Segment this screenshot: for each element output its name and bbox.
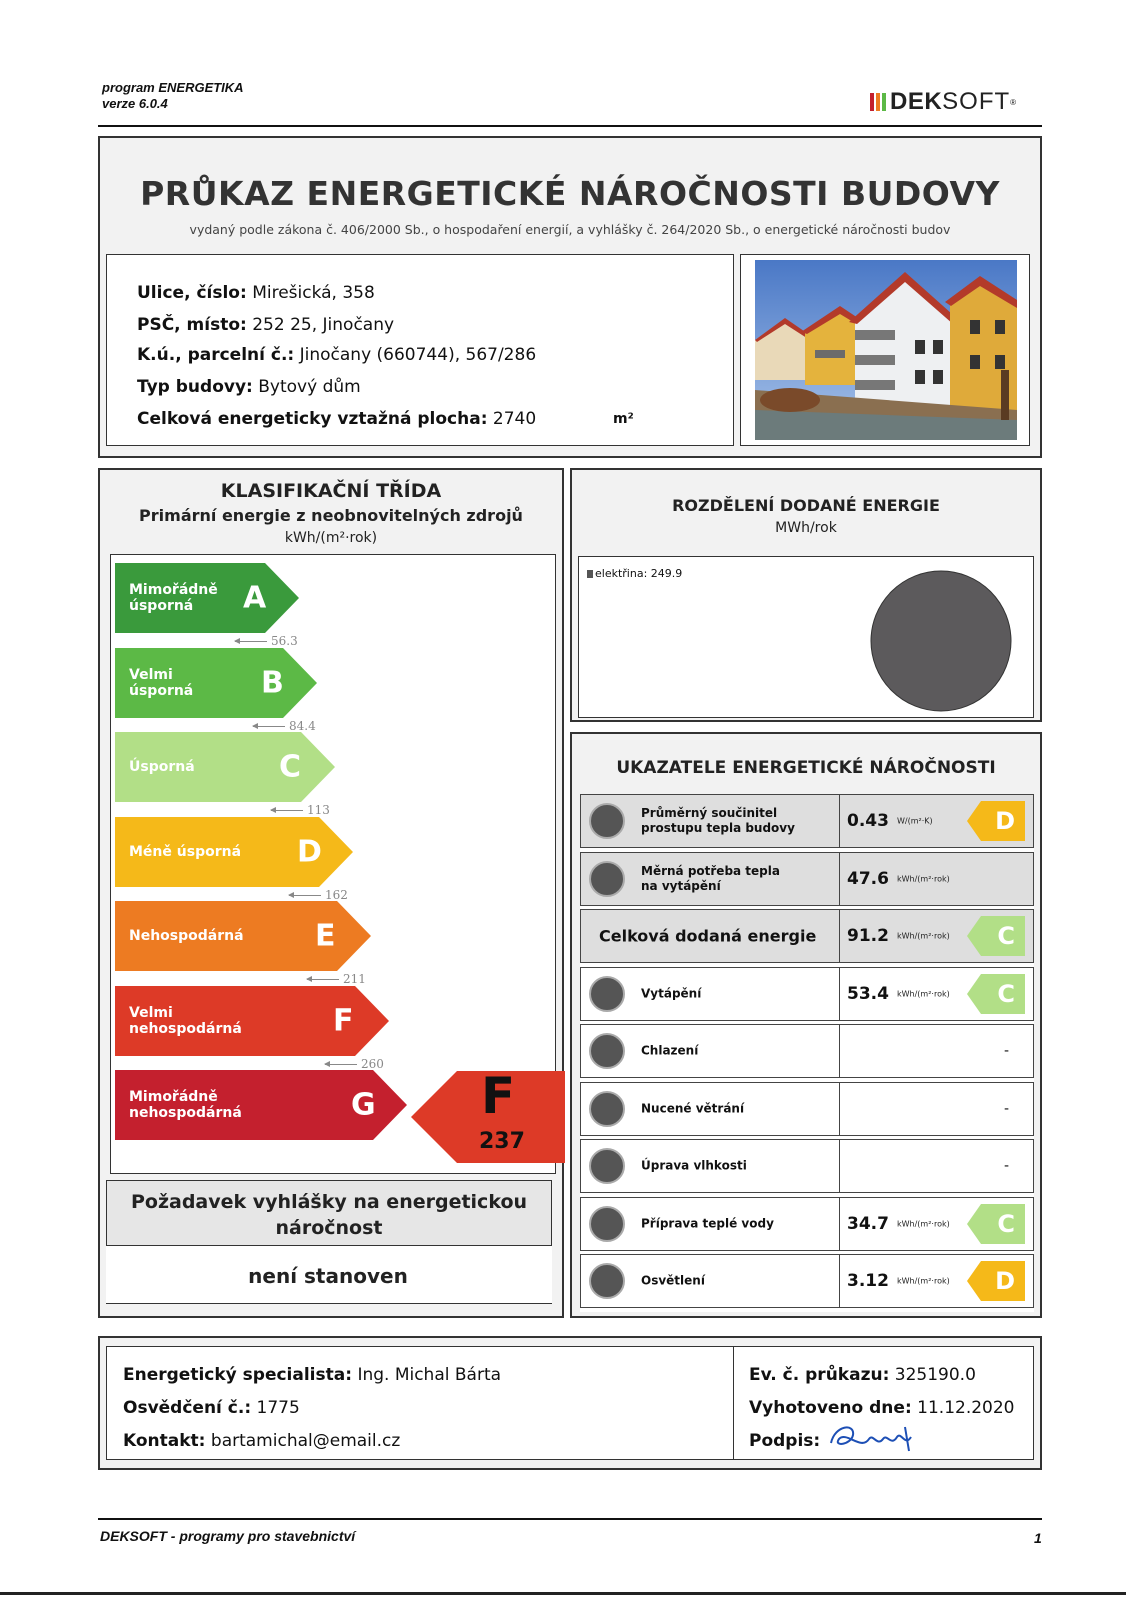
indicator-label	[641, 986, 701, 1001]
threshold-value: 211	[343, 972, 366, 986]
indicator-value: -	[1003, 1158, 1009, 1174]
contact-value: bartamichal@email.cz	[210, 1431, 401, 1451]
building-info	[106, 254, 734, 446]
indicator-separator	[839, 910, 840, 962]
building-photo-frame	[740, 254, 1030, 446]
indicator-row	[580, 794, 1034, 848]
indicator-label	[641, 1159, 747, 1174]
class-label-g	[129, 1089, 242, 1121]
thermometer-plus-icon	[589, 976, 625, 1012]
class-label-c	[129, 759, 195, 775]
indicator-value: 34.7	[847, 1213, 889, 1234]
class-label-b	[129, 667, 193, 699]
specialist-separator	[733, 1347, 734, 1459]
program-version: verze 6.0.4	[102, 96, 168, 111]
indicator-class-letter: C	[997, 922, 1015, 950]
class-arrow-a	[115, 563, 299, 633]
indicator-row	[580, 1197, 1034, 1251]
zip-label: PSČ, místo:	[137, 315, 247, 335]
indicator-class-badge	[967, 801, 1025, 841]
indicator-label	[641, 806, 795, 836]
evidence-value: 325190.0	[894, 1365, 976, 1385]
class-label-f	[129, 1005, 242, 1037]
logo-text-light: SOFT	[942, 88, 1011, 115]
indicator-class-letter: D	[995, 1267, 1015, 1295]
class-letter-d: D	[297, 834, 322, 869]
indicator-label-line2: na vytápění	[641, 878, 721, 893]
class-arrow-f	[115, 986, 389, 1056]
faucet-icon	[589, 1206, 625, 1242]
cloud-drop-icon	[589, 1148, 625, 1184]
type-value: Bytový dům	[258, 377, 361, 397]
energy-scale	[110, 554, 556, 1174]
threshold-value: 84.4	[289, 718, 316, 733]
class-arrow-d	[115, 817, 353, 887]
indicator-label-line1: Úprava vlhkosti	[641, 1158, 747, 1173]
title-section	[98, 136, 1042, 458]
specialist-name-label: Energetický specialista:	[123, 1365, 353, 1385]
contact-row	[123, 1431, 400, 1451]
indicator-row	[580, 1254, 1034, 1308]
current-class-indicator	[411, 1067, 565, 1163]
signature-row	[749, 1431, 820, 1451]
indicator-label-line1: Celková dodaná energie	[599, 926, 817, 946]
class-label-a	[129, 582, 218, 614]
indicator-separator	[839, 1255, 840, 1307]
class-label-line2: úsporná	[129, 598, 194, 614]
street-row	[137, 283, 375, 303]
indicator-unit: W/(m²·K)	[897, 816, 933, 826]
indicator-label-line2: prostupu tepla budovy	[641, 821, 795, 835]
indicator-class-letter: C	[997, 979, 1015, 1008]
indicator-value: -	[1003, 1043, 1009, 1059]
indicator-separator	[839, 795, 840, 847]
indicator-unit: kWh/(m²·rok)	[897, 931, 950, 941]
indicator-separator	[839, 1025, 840, 1077]
class-label-line1: Mimořádně	[129, 1089, 218, 1105]
indicator-separator	[839, 1083, 840, 1135]
indicator-row	[580, 1024, 1034, 1078]
class-label-line1: Úsporná	[129, 759, 195, 775]
indicator-label-line1: Osvětlení	[641, 1273, 705, 1288]
indicator-label	[641, 1274, 705, 1289]
indicator-label	[641, 1044, 698, 1059]
evidence-label: Ev. č. průkazu:	[749, 1365, 890, 1385]
class-arrow-e	[115, 901, 371, 971]
specialist-section	[98, 1336, 1042, 1470]
energy-split-pie	[871, 571, 1011, 711]
threshold-arrow-icon	[271, 810, 303, 811]
threshold-arrow-icon	[235, 641, 267, 642]
footer-rule	[98, 1518, 1042, 1520]
threshold-arrow-icon	[253, 726, 285, 727]
house-icon	[589, 803, 625, 839]
indicator-label-line1: Průměrný součinitel	[641, 806, 778, 820]
class-arrow-b	[115, 648, 317, 718]
area-row	[137, 409, 536, 429]
energy-split-chart	[578, 556, 1034, 718]
threshold-value: 113	[307, 803, 330, 817]
energy-split-unit: MWh/rok	[775, 520, 837, 536]
threshold-arrow-icon	[307, 979, 339, 980]
indicator-value: 91.2	[847, 926, 889, 946]
indicator-separator	[839, 1140, 840, 1192]
indicators-table	[580, 794, 1034, 1312]
indicator-row	[580, 852, 1034, 906]
street-label: Ulice, číslo:	[137, 283, 247, 303]
zip-row	[137, 315, 394, 335]
indicator-class-badge	[967, 916, 1025, 956]
program-name: program ENERGETIKA	[102, 80, 244, 95]
threshold-value: 56.3	[271, 634, 298, 648]
legend-electricity: elektřina: 249.9	[595, 567, 683, 580]
class-label-line2: úsporná	[129, 682, 194, 699]
requirement-title	[107, 1189, 551, 1241]
indicators-section	[570, 732, 1042, 1318]
indicator-label-line1: Vytápění	[641, 986, 702, 1000]
bulb-icon	[589, 1263, 625, 1299]
logo-text-bold: DEK	[890, 88, 943, 115]
type-row	[137, 377, 361, 397]
indicator-row	[580, 967, 1034, 1021]
indicator-label	[641, 864, 780, 894]
date-value: 11.12.2020	[917, 1398, 1015, 1418]
class-letter-g: G	[351, 1087, 376, 1123]
fan-icon	[589, 1091, 625, 1127]
evidence-row	[749, 1365, 976, 1385]
indicator-unit: kWh/(m²·rok)	[897, 874, 950, 883]
requirement-title-line1: Požadavek vyhlášky na energetickou	[130, 1191, 528, 1213]
class-label-e	[129, 928, 244, 944]
classification-subtitle: Primární energie z neobnovitelných zdrojů	[139, 506, 523, 525]
building-photo	[755, 260, 1017, 440]
area-unit: m²	[613, 411, 634, 427]
area-value: 2740	[492, 409, 537, 429]
indicator-label-line1: Chlazení	[641, 1043, 699, 1058]
certificate-value: 1775	[256, 1398, 300, 1418]
class-arrow-c	[115, 732, 335, 802]
indicator-class-badge	[967, 974, 1025, 1014]
indicator-row	[580, 1082, 1034, 1136]
signature-label: Podpis:	[749, 1431, 821, 1451]
class-letter-e: E	[315, 918, 336, 954]
indicator-separator	[839, 853, 840, 905]
current-class-value: 237	[479, 1129, 525, 1154]
threshold-arrow-icon	[289, 895, 321, 896]
class-letter-f: F	[333, 1003, 354, 1038]
class-label-line1: Nehospodárná	[129, 928, 244, 944]
page-number: 1	[1034, 1530, 1042, 1546]
indicator-class-letter: D	[995, 807, 1015, 835]
indicator-unit: kWh/(m²·rok)	[897, 1276, 950, 1286]
class-label-line1: Méně úsporná	[129, 843, 242, 860]
indicator-separator	[839, 1198, 840, 1250]
requirement-value: není stanoven	[248, 1264, 408, 1288]
indicator-label	[641, 1101, 744, 1116]
street-value: Mirešická, 358	[252, 283, 375, 303]
energy-split-section	[570, 468, 1042, 722]
indicator-label	[599, 926, 817, 946]
class-letter-c: C	[279, 749, 302, 785]
requirement-box	[106, 1180, 552, 1304]
indicator-value: 47.6	[847, 868, 889, 889]
indicator-class-badge	[967, 1261, 1025, 1301]
classification-section	[98, 468, 564, 1318]
threshold-value: 162	[325, 887, 348, 902]
class-letter-a: A	[243, 580, 267, 616]
parcel-label: K.ú., parcelní č.:	[137, 345, 295, 365]
page-bottom-edge	[0, 1592, 1126, 1595]
indicator-value: 0.43	[847, 811, 889, 831]
specialist-name-row	[123, 1365, 501, 1385]
indicator-value: -	[1003, 1100, 1009, 1117]
class-label-line1: Velmi	[129, 666, 173, 683]
class-letter-b: B	[261, 665, 284, 700]
classification-unit: kWh/(m²·rok)	[284, 530, 378, 546]
indicator-value: 3.12	[847, 1271, 889, 1291]
requirement-title-line2: náročnost	[275, 1217, 383, 1239]
indicators-title: UKAZATELE ENERGETICKÉ NÁROČNOSTI	[616, 758, 996, 778]
contact-label: Kontakt:	[123, 1431, 206, 1451]
specialist-name-value: Ing. Michal Bárta	[357, 1365, 502, 1385]
area-label: Celková energeticky vztažná plocha:	[137, 409, 488, 429]
indicator-label-line1: Nucené větrání	[641, 1101, 745, 1115]
current-class-letter: F	[481, 1067, 516, 1125]
requirement-value-box	[106, 1245, 552, 1303]
indicator-row	[580, 909, 1034, 963]
thermometer-minus-icon	[589, 1033, 625, 1069]
indicator-unit: kWh/(m²·rok)	[897, 989, 950, 998]
indicator-label-line1: Příprava teplé vody	[641, 1216, 774, 1230]
footer-text: DEKSOFT - programy pro stavebnictví	[100, 1528, 356, 1544]
zip-value: 252 25, Jinočany	[252, 315, 395, 335]
indicator-row	[580, 1139, 1034, 1193]
type-label: Typ budovy:	[137, 377, 253, 397]
deksoft-logo	[870, 88, 1016, 116]
document-title: PRŮKAZ ENERGETICKÉ NÁROČNOSTI BUDOVY	[140, 174, 1000, 213]
indicator-class-letter: C	[997, 1209, 1015, 1238]
certificate-row	[123, 1398, 300, 1418]
indicator-label-line1: Měrná potřeba tepla	[641, 863, 780, 878]
signature-scribble-icon	[825, 1417, 935, 1457]
logo-bars-icon	[870, 93, 886, 111]
indicator-separator	[839, 968, 840, 1020]
header-rule	[98, 125, 1042, 127]
classification-title: KLASIFIKAČNÍ TŘÍDA	[220, 480, 442, 502]
indicator-value: 53.4	[847, 983, 889, 1004]
program-info	[102, 80, 244, 112]
parcel-row	[137, 345, 536, 365]
class-label-line1: Mimořádně	[129, 582, 218, 598]
parcel-value: Jinočany (660744), 567/286	[299, 345, 537, 365]
class-arrow-g	[115, 1070, 407, 1140]
heat-waves-icon	[589, 861, 625, 897]
threshold-arrow-icon	[325, 1064, 357, 1065]
certificate-label: Osvědčení č.:	[123, 1398, 252, 1418]
date-row	[749, 1398, 1015, 1418]
class-label-d	[129, 844, 241, 860]
indicator-unit: kWh/(m²·rok)	[897, 1219, 950, 1228]
indicator-label	[641, 1216, 774, 1231]
energy-split-title: ROZDĚLENÍ DODANÉ ENERGIE	[672, 496, 940, 515]
specialist-info	[106, 1346, 1034, 1460]
document-subtitle: vydaný podle zákona č. 406/2000 Sb., o hospodaření energií, a vyhlášky č. 264/2020 Sb., o energetické náročnosti budov	[189, 222, 951, 237]
class-label-line2: nehospodárná	[129, 1105, 242, 1121]
logo-registered: ®	[1010, 97, 1017, 107]
threshold-value: 260	[361, 1056, 384, 1071]
class-label-line1: Velmi	[129, 1004, 173, 1021]
date-label: Vyhotoveno dne:	[749, 1398, 912, 1418]
indicator-class-badge	[967, 1204, 1025, 1244]
class-label-line2: nehospodárná	[129, 1020, 242, 1037]
